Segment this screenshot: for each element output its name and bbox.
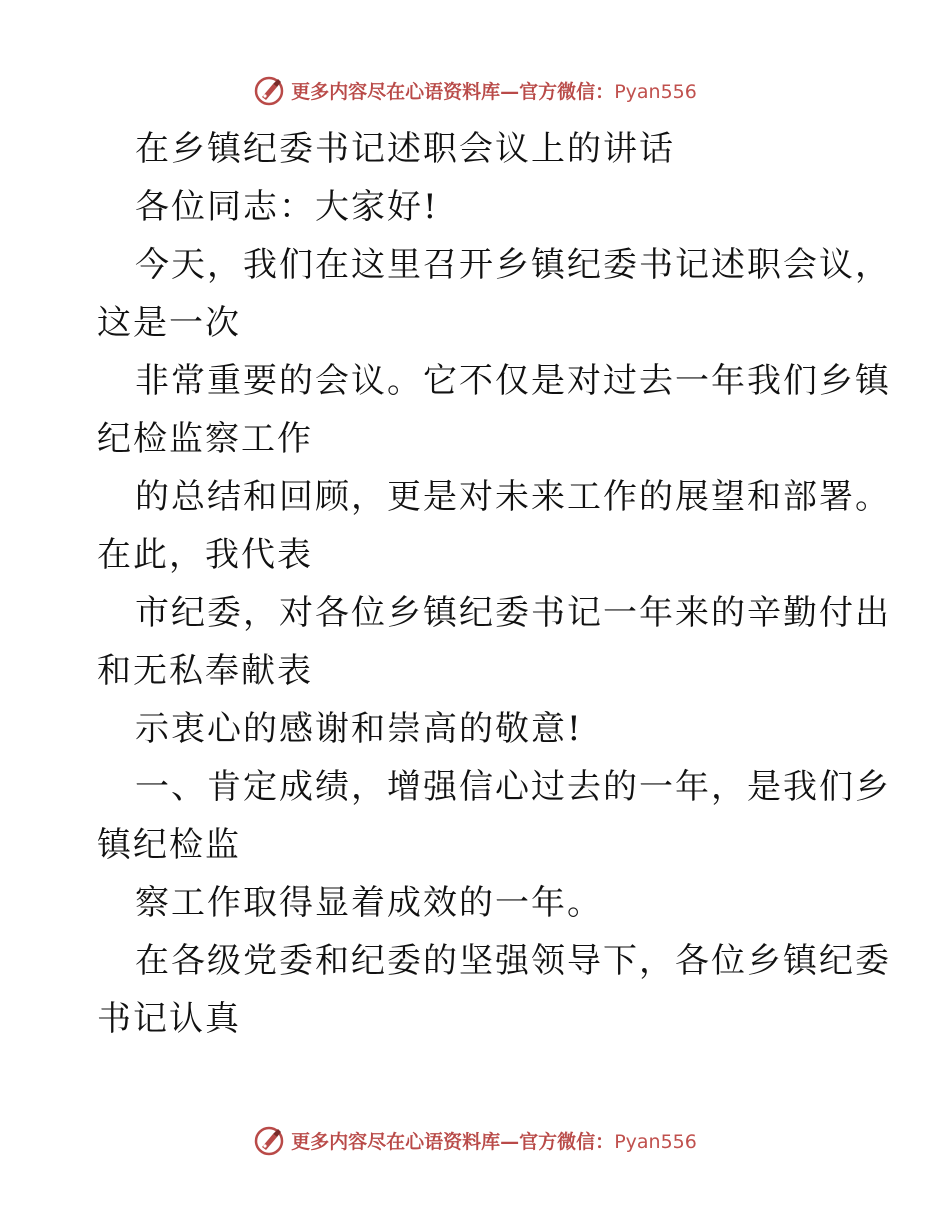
text-line: 各位同志：大家好! (135, 187, 439, 227)
text-line: 书记认真 (97, 999, 241, 1039)
text-line: 示衷心的感谢和崇高的敬意! (135, 709, 583, 749)
text-line: 在各级党委和纪委的坚强领导下，各位乡镇纪委 (135, 941, 891, 981)
banner-wechat-id: Pyan556 (614, 1130, 697, 1153)
banner-wechat-id: Pyan556 (614, 80, 697, 103)
banner-text (291, 1127, 697, 1154)
banner-dash: — (500, 1130, 520, 1153)
text-line: 镇纪检监 (97, 825, 241, 865)
banner-site-text: 更多内容尽在心语资料库 (291, 80, 501, 103)
text-line: 纪检监察工作 (97, 419, 313, 459)
banner-site-text: 更多内容尽在心语资料库 (291, 1130, 501, 1153)
banner-official-label: 官方微信： (519, 1130, 615, 1153)
document-body (97, 120, 891, 1048)
text-line: 的总结和回顾，更是对未来工作的展望和部署。 (135, 477, 891, 517)
banner-text (291, 77, 697, 104)
footer-banner (0, 1122, 950, 1158)
pen-logo-icon (253, 74, 285, 106)
text-line: 察工作取得显着成效的一年。 (135, 883, 603, 923)
pen-logo-icon (253, 1124, 285, 1156)
text-line: 和无私奉献表 (97, 651, 313, 691)
text-line: 今天，我们在这里召开乡镇纪委书记述职会议， (135, 245, 891, 285)
banner-official-label: 官方微信： (519, 80, 615, 103)
text-line: 这是一次 (97, 303, 241, 343)
text-line: 市纪委，对各位乡镇纪委书记一年来的辛勤付出 (135, 593, 891, 633)
header-banner (0, 72, 950, 108)
text-line: 一、肯定成绩，增强信心过去的一年，是我们乡 (135, 767, 891, 807)
text-line: 在此，我代表 (97, 535, 313, 575)
banner-dash: — (500, 80, 520, 103)
text-line: 非常重要的会议。它不仅是对过去一年我们乡镇 (135, 361, 891, 401)
text-line: 在乡镇纪委书记述职会议上的讲话 (135, 129, 675, 169)
